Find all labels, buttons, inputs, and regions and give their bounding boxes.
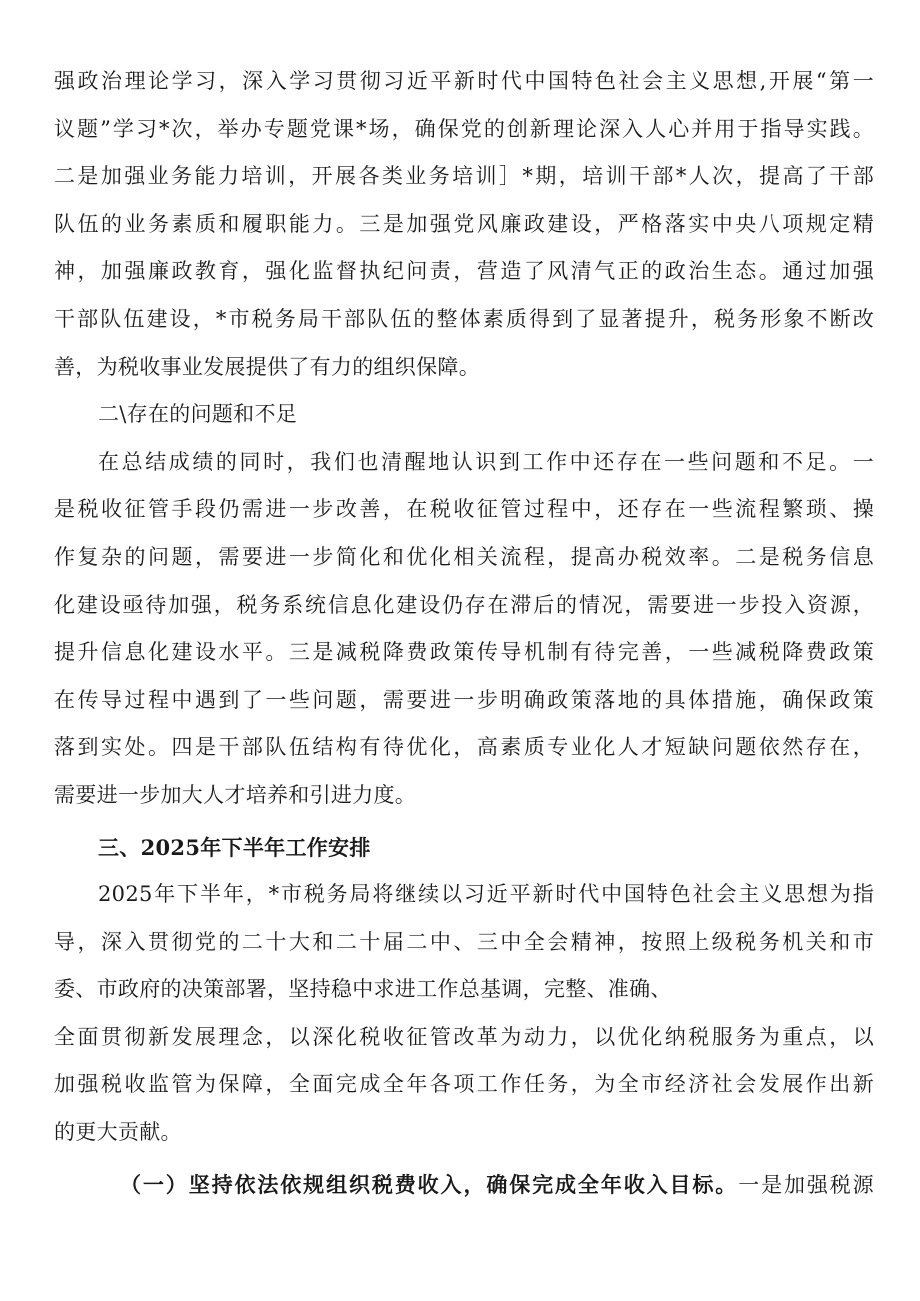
text-line: 委、市政府的决策部署，坚持稳中求进工作总基调，完整、准确、 — [54, 977, 672, 1002]
text-line: 干部队伍建设，*市税务局干部队伍的整体素质得到了显著提升，税务形象不断改 — [54, 306, 874, 331]
text-line: 是税收征管手段仍需进一步改善，在税收征管过程中，还存在一些流程繁琐、操 — [54, 497, 874, 522]
section-heading-problems: 二\存在的问题和不足 — [98, 402, 298, 427]
text-line: 2025年下半年，*市税务局将继续以习近平新时代中国特色社会主义思想为指 — [98, 882, 874, 907]
paragraph-cadre-team-building — [54, 58, 874, 391]
section-heading-work-plan: 三、2025年下半年工作安排 — [98, 834, 371, 860]
paragraph-problems — [54, 439, 874, 820]
text-line: 落到实处。四是干部队伍结构有待优化，高素质专业化人才短缺问题依然存在， — [54, 735, 874, 760]
text-line: 提升信息化建设水平。三是减税降费政策传导机制有待完善，一些减税降费政策 — [54, 640, 874, 665]
text-line: 的更大贡献。 — [54, 1120, 182, 1145]
text-line: 全面贯彻新发展理念，以深化税收征管改革为动力，以优化纳税服务为重点，以 — [54, 1024, 874, 1049]
text-line: 作复杂的问题，需要进一步简化和优化相关流程，提高办税效率。二是税务信息 — [54, 544, 874, 569]
text-line: 在总结成绩的同时，我们也清醒地认识到工作中还存在一些问题和不足。一 — [98, 449, 874, 474]
text-line: 需要进一步加大人才培养和引进力度。 — [54, 782, 417, 807]
bold-lead-sentence: （一）坚持依法依规组织税费收入，确保完成全年收入目标。 — [120, 1171, 739, 1197]
text-line: 队伍的业务素质和履职能力。三是加强党风廉政建设，严格落实中央八项规定精 — [54, 211, 874, 236]
text-line: 强政治理论学习，深入学习贯彻习近平新时代中国特色社会主义思想,开展“第一 — [54, 69, 874, 93]
text-line: 在传导过程中遇到了一些问题，需要进一步明确政策落地的具体措施，确保政策 — [54, 687, 874, 712]
text-line: 二是加强业务能力培训，开展各类业务培训］*期，培训干部*人次，提高了干部 — [54, 164, 874, 189]
lead-continuation: 一是加强税源 — [738, 1172, 874, 1197]
paragraph-revenue-target — [54, 1161, 874, 1210]
text-line: 善，为税收事业发展提供了有力的组织保障。 — [54, 354, 480, 379]
text-line — [54, 1161, 874, 1210]
text-line: 神，加强廉政教育，强化监督执纪问责，营造了风清气正的政治生态。通过加强 — [54, 259, 874, 284]
text-line: 议题”学习*次，举办专题党课*场，确保党的创新理论深入人心并用于指导实践。 — [54, 116, 874, 141]
text-line: 加强税收监管为保障，全面完成全年各项工作任务，为全市经济社会发展作出新 — [54, 1072, 874, 1097]
document-page — [54, 58, 874, 1209]
text-line: 导，深入贯彻党的二十大和二十届二中、三中全会精神，按照上级税务机关和市 — [54, 929, 874, 954]
text-line: 化建设亟待加强，税务系统信息化建设仍存在滞后的情况，需要进一步投入资源， — [54, 592, 874, 617]
paragraph-work-plan — [54, 871, 874, 1157]
